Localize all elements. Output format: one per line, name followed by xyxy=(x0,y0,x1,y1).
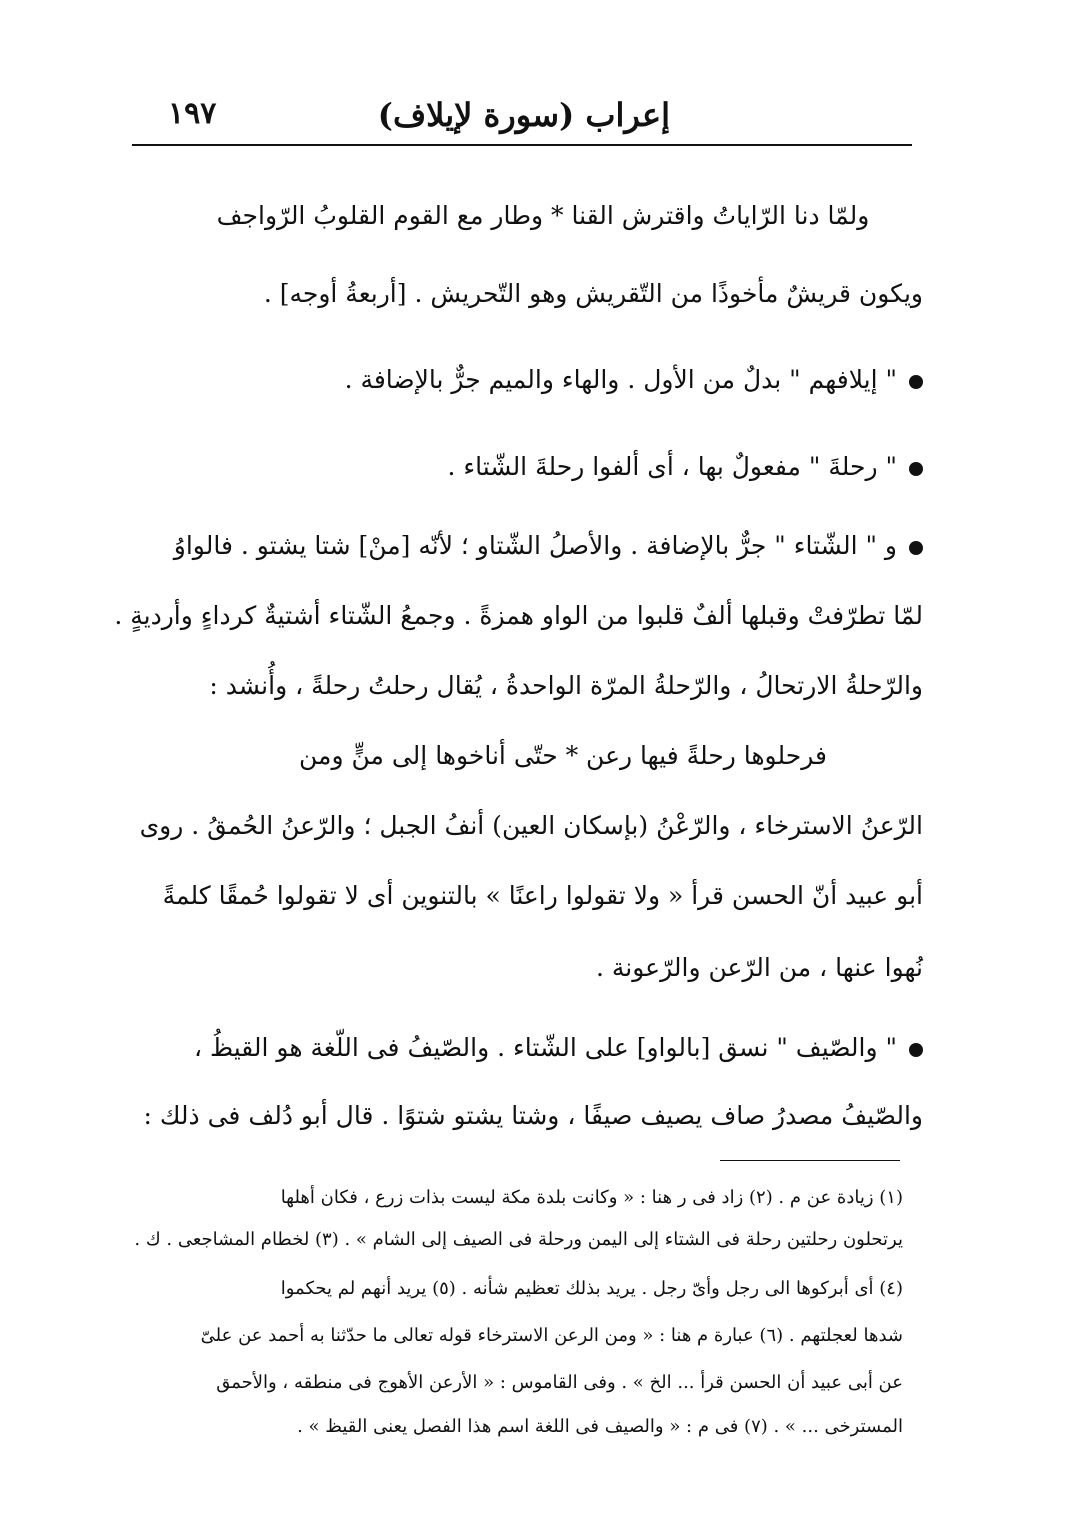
footnote-line: عن أبى عبيد أن الحسن قرأ ... الخ » . وفى القاموس : « الأرعن الأهوج فى منطقه ، والأحمق xyxy=(216,1372,903,1393)
header-divider xyxy=(132,144,912,146)
running-title: إعراب (سورة لإيلاف) xyxy=(377,96,670,134)
page-number: ١٩٧ xyxy=(168,96,217,131)
bullet-icon xyxy=(909,375,923,389)
verse-line: فرحلوها رحلةً فيها رعن * حتّى أناخوها إلى منٍّ ومن xyxy=(299,741,827,770)
footnote-line: المسترخى ... » . (٧) فى م : « والصيف فى اللغة اسم هذا الفصل يعنى القيظ » . xyxy=(297,1416,903,1437)
list-item xyxy=(173,1030,923,1066)
body-line: الرّعنُ الاسترخاء ، والرّعْنُ (بإسكان العين) أنفُ الجبل ؛ والرّعنُ الحُمقُ . روى xyxy=(139,811,923,840)
footnote-line: يرتحلون رحلتين رحلة فى الشتاء إلى اليمن ورحلة فى الصيف إلى الشام » . (٣) لخطام المشاجعى . ك . xyxy=(134,1229,903,1250)
list-item xyxy=(173,362,923,398)
body-line: ويكون قريشٌ مأخوذًا من التّقريش وهو التّحريش . [أربعةُ أوجه] . xyxy=(263,279,923,308)
page-header xyxy=(132,96,912,146)
body-line: أبو عبيد أنّ الحسن قرأ « ولا تقولوا راعنًا » بالتنوين أى لا تقولوا حُمقًا كلمةً xyxy=(162,881,923,910)
body-line: " إيلافهم " بدلٌ من الأول . والهاء والميم جرٌّ بالإضافة . xyxy=(344,365,897,394)
bullet-icon xyxy=(909,541,923,555)
footnote-line: (٤) أى أبركوها الى رجل وأىّ رجل . يريد بذلك تعظيم شأنه . (٥) يريد أنهم لم يحكموا xyxy=(280,1278,903,1299)
bullet-icon xyxy=(909,462,923,476)
footnote-divider xyxy=(720,1160,900,1161)
footnote-line: شدها لعجلتهم . (٦) عبارة م هنا : « ومن الرعن الاسترخاء قوله تعالى ما حدّثنا به أحمد عن علىّ xyxy=(200,1325,903,1346)
body-line: لمّا تطرّفتْ وقبلها ألفٌ قلبوا من الواو همزةً . وجمعُ الشّتاء أشتيةٌ كرداءٍ وأرديةٍ . xyxy=(114,601,923,630)
body-line: نُهوا عنها ، من الرّعن والرّعونة . xyxy=(596,953,923,982)
footnote-line: (١) زيادة عن م . (٢) زاد فى ر هنا : « وكانت بلدة مكة ليست بذات زرع ، فكان أهلها xyxy=(280,1187,903,1208)
body-line: و " الشّتاء " جرٌّ بالإضافة . والأصلُ الشّتاو ؛ لأنّه [منْ] شتا يشتو . فالواوُ xyxy=(173,531,897,560)
list-item xyxy=(173,449,923,485)
body-line: " رحلةَ " مفعولٌ بها ، أى ألفوا رحلةَ الشّتاء . xyxy=(447,452,897,481)
body-line: والصّيفُ مصدرُ صاف يصيف صيفًا ، وشتا يشتو شتوًا . قال أبو دُلف فى ذلك : xyxy=(143,1101,923,1130)
list-item xyxy=(173,528,923,564)
bullet-icon xyxy=(909,1043,923,1057)
verse-line: ولمّا دنا الرّاياتُ واقترش القنا * وطار مع القوم القلوبُ الرّواجف xyxy=(216,201,870,230)
body-line: " والصّيف " نسق [بالواو] على الشّتاء . والصّيفُ فى اللّغة هو القيظُ ، xyxy=(193,1033,897,1062)
body-line: والرّحلةُ الارتحالُ ، والرّحلةُ المرّة الواحدةُ ، يُقال رحلتُ رحلةً ، وأُنشد : xyxy=(209,671,923,700)
